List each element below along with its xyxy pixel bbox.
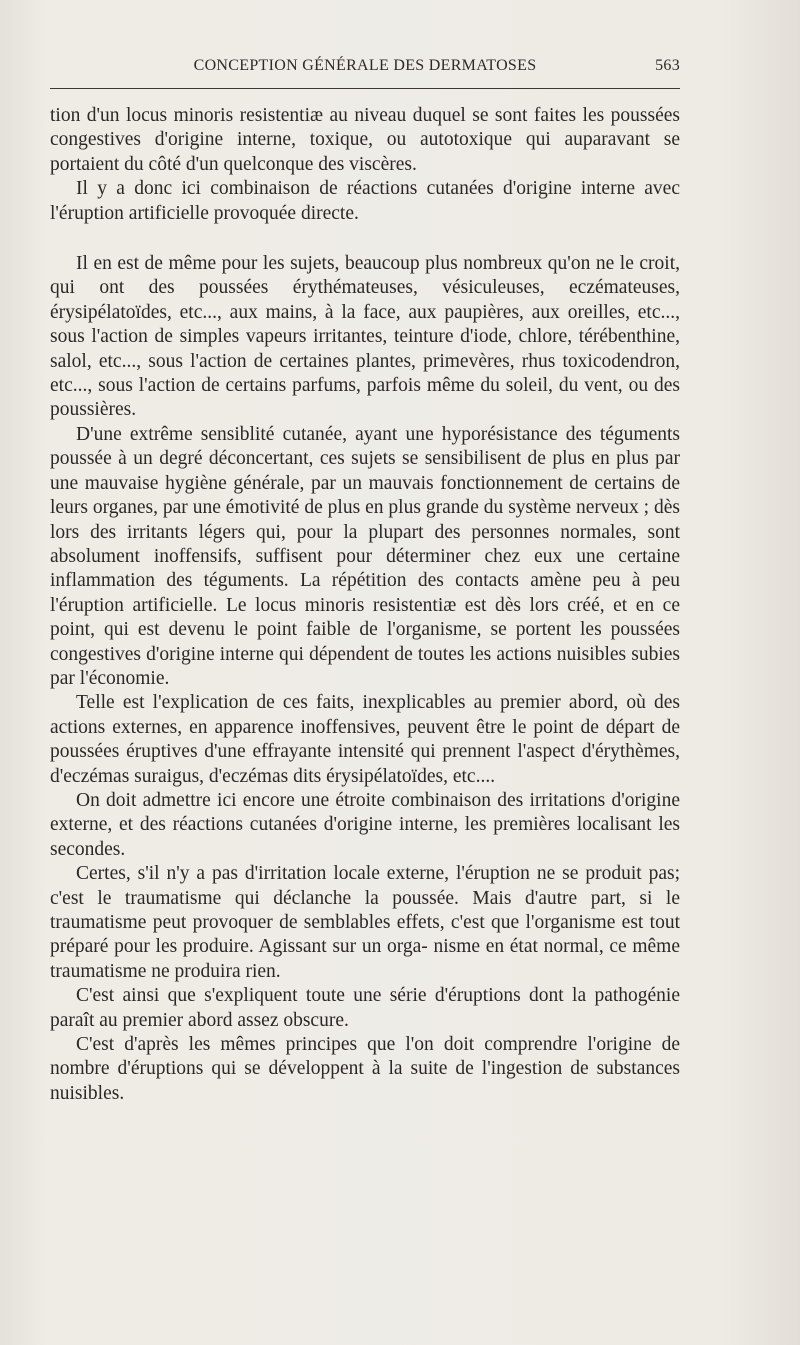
paragraph: Il y a donc ici combinaison de réactions cutanées d'origine interne avec l'éruption artificielle provoquée directe. — [50, 178, 680, 224]
paragraph: Certes, s'il n'y a pas d'irritation locale externe, l'éruption ne se produit pas; c'est le traumatisme qui déclanche la poussée. Mais d'autre part, si le traumatisme peut provoquer de semblables effets, c'est que l'organisme est tout préparé pour les produire. Agissant sur un orga- nisme en état normal, ce même traumatisme ne produira rien. — [50, 863, 680, 982]
running-title: CONCEPTION GÉNÉRALE DES DERMATOSES — [193, 57, 537, 74]
header-rule — [50, 88, 680, 89]
page-header — [50, 57, 680, 81]
paragraph: C'est ainsi que s'expliquent toute une série d'éruptions dont la pathogénie paraît au premier abord assez obscure. — [50, 985, 680, 1031]
paragraph: C'est d'après les mêmes principes que l'on doit comprendre l'origine de nombre d'éruptions qui se développent à la suite de l'ingestion de substances nuisibles. — [50, 1034, 680, 1104]
page-number: 563 — [655, 57, 680, 74]
paragraph: tion d'un locus minoris resistentiæ au niveau duquel se sont faites les poussées congestives d'origine interne, toxique, ou autotoxique qui auparavant se portaient du côté d'un quelconque des viscères. — [50, 105, 680, 175]
paragraph: D'une extrême sensiblité cutanée, ayant une hyporésistance des téguments poussée à un degré déconcertant, ces sujets se sensibilisent de plus en plus par une mauvaise hygiène générale, par un mauvais fonctionnement de certains de leurs organes, par une émotivité de plus en plus grande du système nerveux ; dès lors des irritants légers qui, pour la plupart des personnes normales, sont absolument inoffensifs, suffisent pour déterminer chez eux une certaine inflammation des téguments. La répétition des contacts amène peu à peu l'éruption artificielle. Le locus minoris resistentiæ est dès lors créé, et en ce point, qui est devenu le point faible de l'organisme, se portent les poussées congestives d'origine interne qui dépendent de toutes les actions nuisibles subies par l'économie. — [50, 423, 680, 689]
paragraph: Telle est l'explication de ces faits, inexplicables au premier abord, où des actions externes, en apparence inoffensives, peuvent être le point de départ de poussées éruptives d'une effrayante intensité qui prennent l'aspect d'érythèmes, d'eczémas suraigus, d'eczémas dits érysipélatoïdes, etc.... — [50, 692, 680, 787]
body-text — [50, 104, 680, 1106]
paragraph: On doit admettre ici encore une étroite combinaison des irritations d'origine externe, et des réactions cutanées d'origine interne, les premières localisant les secondes. — [50, 789, 680, 860]
paragraph: Il en est de même pour les sujets, beaucoup plus nombreux qu'on ne le croit, qui ont des poussées érythémateuses, vésiculeuses, eczémateuses, érysipélatoïdes, etc..., aux mains, à la face, aux paupières, aux oreilles, etc..., sous l'action de simples vapeurs irritantes, teinture d'iode, chlore, térébenthine, salol, etc..., sous l'action de certaines plantes, primevères, rhus toxicodendron, etc..., sous l'action de certains parfums, parfois même du soleil, du vent, ou des poussières. — [50, 253, 680, 421]
